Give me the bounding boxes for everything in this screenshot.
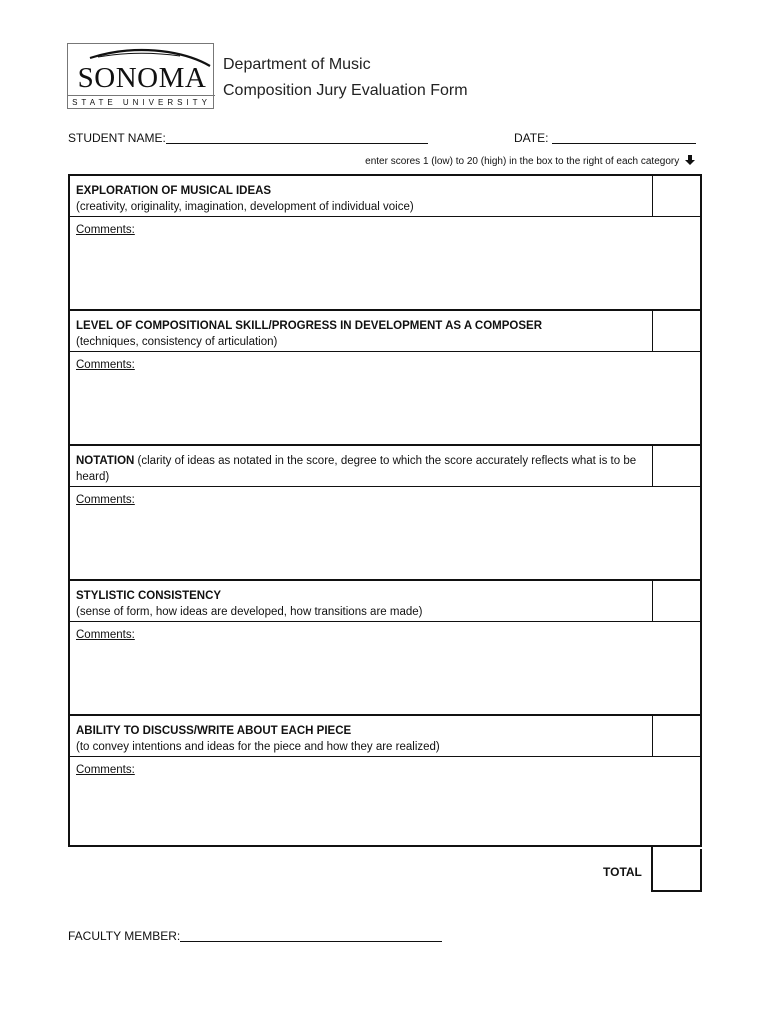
section-title: STYLISTIC CONSISTENCY [76,590,222,602]
section-description: (to convey intentions and ideas for the piece and how they are realized) [76,741,440,753]
total-score-box[interactable] [651,849,702,892]
score-input-box[interactable] [652,716,700,757]
logo-name: SONOMA [77,62,207,94]
section-header [70,311,652,352]
section-exploration [70,176,700,311]
date-field[interactable] [514,132,696,144]
student-name-field[interactable] [68,132,428,144]
down-arrow-icon [685,155,695,165]
university-logo [67,43,214,109]
section-title: NOTATION [76,455,135,467]
section-notation [70,446,700,581]
total-label: TOTAL [603,865,642,879]
comments-label: Comments: [76,764,135,776]
section-title: LEVEL OF COMPOSITIONAL SKILL/PROGRESS IN DEVELOPMENT AS A COMPOSER [76,320,543,332]
form-title: Composition Jury Evaluation Form [223,82,468,99]
date-line[interactable] [552,132,696,144]
instructions-text: enter scores 1 (low) to 20 (high) in the box to the right of each category [365,156,680,167]
comments-label: Comments: [76,359,135,371]
section-ability-to-discuss [70,716,700,847]
section-header [70,176,652,217]
department-name: Department of Music [223,56,371,73]
section-header [70,446,652,487]
score-input-box[interactable] [652,311,700,352]
faculty-member-field[interactable] [68,930,442,942]
section-description: (sense of form, how ideas are developed, how transitions are made) [76,606,423,618]
score-input-box[interactable] [652,446,700,487]
comments-label: Comments: [76,494,135,506]
section-compositional-skill [70,311,700,446]
section-header [70,581,652,622]
logo-subtitle: STATE UNIVERSITY [68,95,215,107]
date-label: DATE: [514,131,549,145]
section-title: EXPLORATION OF MUSICAL IDEAS [76,185,272,197]
section-description: (clarity of ideas as notated in the score, degree to which the score accurately reflects what is to be heard) [76,455,637,483]
section-title: ABILITY TO DISCUSS/WRITE ABOUT EACH PIECE [76,725,352,737]
section-header [70,716,652,757]
student-name-label: STUDENT NAME: [68,131,166,145]
section-stylistic-consistency [70,581,700,716]
comments-label: Comments: [76,224,135,236]
section-description: (creativity, originality, imagination, development of individual voice) [76,201,414,213]
score-input-box[interactable] [652,176,700,217]
score-instructions [365,155,695,167]
section-description: (techniques, consistency of articulation) [76,336,278,348]
score-input-box[interactable] [652,581,700,622]
evaluation-table [68,174,702,847]
comments-label: Comments: [76,629,135,641]
faculty-member-label: FACULTY MEMBER: [68,929,181,943]
faculty-member-line[interactable] [180,930,442,942]
student-name-line[interactable] [166,132,428,144]
